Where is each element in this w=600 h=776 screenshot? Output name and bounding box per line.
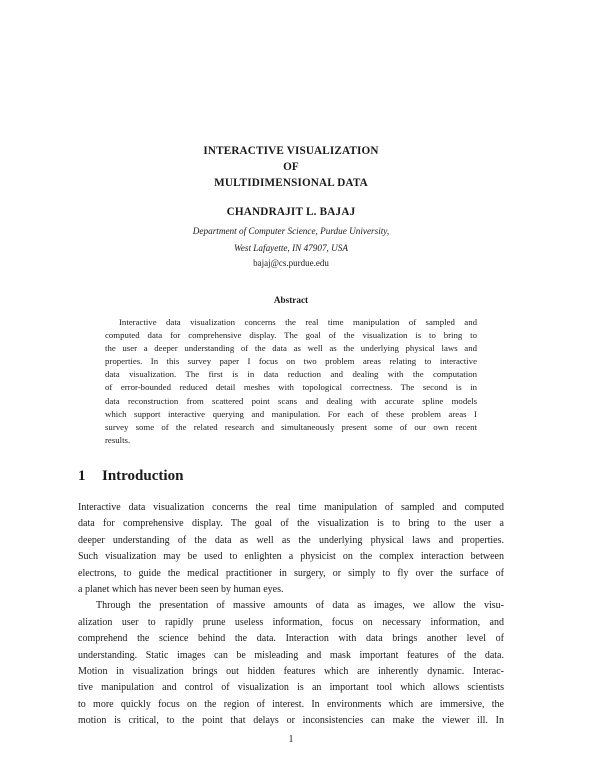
page-number: 1 <box>288 734 294 745</box>
title-line-3: MULTIDIMENSIONAL DATA <box>214 177 368 189</box>
section-title: Introduction <box>102 468 184 484</box>
body-line: Through the presentation of massive amounts of data as images, we allow the visu- <box>96 600 504 612</box>
abstract-heading: Abstract <box>273 295 309 305</box>
body-line: data for comprehensive display. The goal of the visualization is to bring to the user a <box>78 518 504 530</box>
body-line: tive manipulation and control of visualization is an important tool which allows scientists <box>78 682 504 694</box>
author-affiliation <box>0 223 582 257</box>
title-line-2: OF <box>283 161 299 173</box>
section-number: 1 <box>78 468 86 484</box>
abstract-line: survey some of the related research and simultaneously present some of our own recent <box>105 421 477 432</box>
abstract-line: properties. In this survey paper I focus on two problem areas relating to interactive <box>105 356 477 367</box>
abstract-line: data reconstruction from scattered point scans and dealing with accurate spline models <box>105 395 477 406</box>
abstract-line: which support interactive querying and manipulation. For each of these problem areas I <box>105 408 477 419</box>
body-line: Interactive data visualization concerns the real time manipulation of sampled and computed <box>78 502 504 513</box>
affiliation-line-2: West Lafayette, IN 47907, USA <box>234 243 348 253</box>
paper-title <box>0 143 582 191</box>
body-line: electrons, to guide the medical practitioner in surgery, or simply to fly over the surface of <box>78 567 504 579</box>
author-email: bajaj@cs.purdue.edu <box>253 258 329 268</box>
abstract-body <box>105 316 477 447</box>
body-line: understanding. Static images can be misleading and mask important features of the data. <box>78 649 504 661</box>
body-line: comprehend the science behind the data. Interaction with data brings another level of <box>78 633 504 645</box>
body-line: Such visualization may be used to enlighten a physicist on the complex interaction between <box>78 551 504 563</box>
abstract-line: of error-bounded reduced detail meshes with topological correctness. The second is in <box>105 382 477 393</box>
body-line: a planet which has never been seen by human eyes. <box>78 584 284 596</box>
section-heading <box>78 468 183 485</box>
body-text <box>78 500 504 730</box>
body-line: deeper understanding of the data as well as the underlying physical laws and properties. <box>78 534 504 546</box>
abstract-line: Interactive data visualization concerns the real time manipulation of sampled and <box>119 317 477 327</box>
affiliation-line-1: Department of Computer Science, Purdue University, <box>192 226 390 236</box>
abstract-line: the user a deeper understanding of the data as well as the underlying physical laws and <box>105 343 477 354</box>
body-line: alization user to rapidly prune useless information, focus on necessary information, and <box>78 616 504 628</box>
abstract-line: results. <box>105 434 131 445</box>
title-line-1: INTERACTIVE VISUALIZATION <box>203 145 379 157</box>
body-line: motion is critical, to the point that delays or inconsistencies can make the viewer ill. In <box>78 715 504 727</box>
abstract-line: computed data for comprehensive display. The goal of the visualization is to bring to <box>105 330 477 341</box>
author-name: CHANDRAJIT L. BAJAJ <box>226 206 356 218</box>
body-line: Motion in visualization brings out hidden features which are inherently dynamic. Interac- <box>78 666 504 678</box>
abstract-line: data visualization. The first is in data reduction and dealing with the computation <box>105 369 477 380</box>
body-line: to more quickly focus on the region of interest. In environments which are immersive, the <box>78 698 504 710</box>
